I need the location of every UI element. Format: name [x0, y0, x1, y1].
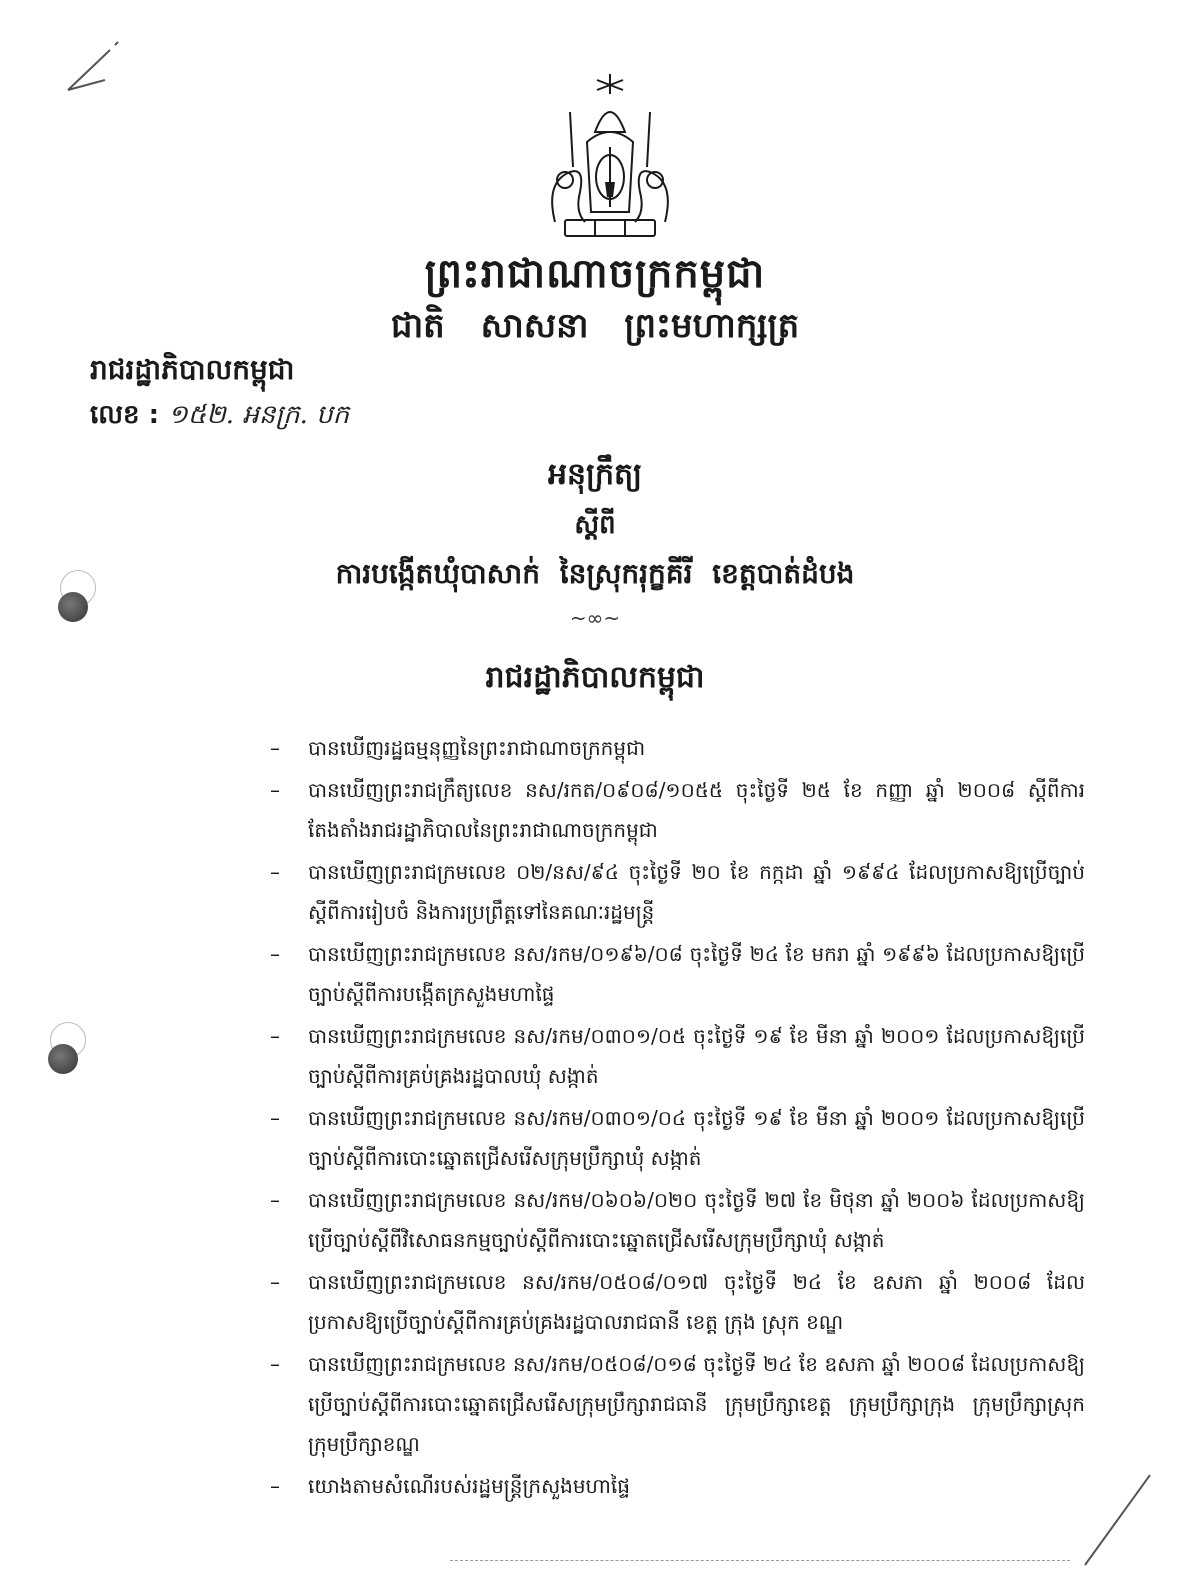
- list-item-text: បានឃើញរដ្ឋធម្មនុញ្ញនៃព្រះរាជាណាចក្រកម្ពុជា: [308, 736, 646, 760]
- list-item-text: បានឃើញព្រះរាជក្រមលេខ នស/រកម/០៥០៨/០១៧ ចុះថ្ងៃទី ២៤ ខែ ឧសភា ឆ្នាំ ២០០៨ ដែលប្រកាសឱ្យប្រើច្បាប់ស្តីពីការគ្រប់គ្រងរដ្ឋបាលរាជធានី ខេត្ត ក្រុង ស្រុក ខណ្ឌ: [308, 1270, 1085, 1334]
- issuing-ministry: រាជរដ្ឋាភិបាលកម្ពុជា: [90, 353, 295, 386]
- list-item-text: បានឃើញព្រះរាជក្រមលេខ នស/រកម/០១៩៦/០៨ ចុះថ្ងៃទី ២៤ ខែ មករា ឆ្នាំ ១៩៩៦ ដែលប្រកាសឱ្យប្រើច្បាប់ស្តីពីការបង្កើតក្រសួងមហាផ្ទៃ: [308, 942, 1085, 1006]
- list-marker: –: [270, 778, 280, 802]
- document-number: [90, 398, 349, 436]
- considerations-list: [270, 728, 1085, 1508]
- list-item-text: បានឃើញព្រះរាជក្រមលេខ នស/រកម/០៣០១/០៤ ចុះថ្ងៃទី ១៩ ខែ មីនា ឆ្នាំ ២០០១ ដែលប្រកាសឱ្យប្រើច្បាប់ស្តីពីការបោះឆ្នោតជ្រើសរើសក្រុមប្រឹក្សាឃុំ សង្កាត់: [308, 1106, 1085, 1170]
- document-subject: ការបង្កើតឃុំបាសាក់ នៃស្រុករុក្ខគីរី ខេត្តបាត់ដំបង: [335, 557, 855, 590]
- list-item: [270, 1098, 1085, 1178]
- document-about: ស្តីពី: [574, 510, 616, 540]
- list-marker: –: [270, 1188, 280, 1212]
- document-type: អនុក្រឹត្យ: [547, 457, 643, 492]
- kingdom-title: ព្រះរាជាណាចក្រកម្ពុជា: [424, 251, 766, 297]
- list-marker: –: [270, 736, 280, 760]
- list-marker: –: [270, 1106, 280, 1130]
- corner-pen-mark: [60, 40, 130, 100]
- list-item: [270, 1466, 1085, 1506]
- list-marker: –: [270, 942, 280, 966]
- list-item-text: បានឃើញព្រះរាជក្រមលេខ ០២/នស/៩៤ ចុះថ្ងៃទី ២០ ខែ កក្កដា ឆ្នាំ ១៩៩៤ ដែលប្រកាសឱ្យប្រើច្បាប់ស្តីពីការរៀបចំ និងការប្រព្រឹត្តទៅនៃគណៈរដ្ឋមន្ត្រី: [308, 860, 1085, 924]
- list-item-text: បានឃើញព្រះរាជក្រមលេខ នស/រកម/០៣០១/០៥ ចុះថ្ងៃទី ១៩ ខែ មីនា ឆ្នាំ ២០០១ ដែលប្រកាសឱ្យប្រើច្បាប់ស្តីពីការគ្រប់គ្រងរដ្ឋបាលឃុំ សង្កាត់: [308, 1024, 1085, 1088]
- list-item-text: បានឃើញព្រះរាជក្រមលេខ នស/រកម/០៥០៨/០១៨ ចុះថ្ងៃទី ២៤ ខែ ឧសភា ឆ្នាំ ២០០៨ ដែលប្រកាសឱ្យប្រើច្បាប់ស្តីពីការបោះឆ្នោតជ្រើសរើសក្រុមប្រឹក្សារាជធានី ក្រុមប្រឹក្សាខេត្ត ក្រុមប្រឹក្សាក្រុង ក្រុមប្រឹក្សាស្រុក ក្រុមប្រឹក្សាខណ្ឌ: [308, 1352, 1085, 1456]
- bottom-pen-mark: [1080, 1470, 1160, 1570]
- list-marker: –: [270, 1024, 280, 1048]
- document-number-label: លេខ :: [90, 400, 159, 430]
- body-heading: រាជរដ្ឋាភិបាលកម្ពុជា: [485, 660, 705, 695]
- document-number-value: ១៥២. អនក្រ. បក: [168, 400, 350, 430]
- punch-hole-icon: [58, 592, 88, 622]
- list-item: [270, 1262, 1085, 1342]
- ornament-divider: ~∞~: [569, 606, 621, 630]
- list-item: [270, 934, 1085, 1014]
- list-item: [270, 728, 1085, 768]
- list-item-text: បានឃើញព្រះរាជក្រមលេខ នស/រកម/០៦០៦/០២០ ចុះថ្ងៃទី ២៧ ខែ មិថុនា ឆ្នាំ ២០០៦ ដែលប្រកាសឱ្យប្រើច្បាប់ស្តីពីវិសោធនកម្មច្បាប់ស្តីពីការបោះឆ្នោតជ្រើសរើសក្រុមប្រឹក្សាឃុំ សង្កាត់: [308, 1188, 1085, 1252]
- list-item-text: យោងតាមសំណើរបស់រដ្ឋមន្ត្រីក្រសួងមហាផ្ទៃ: [308, 1474, 630, 1498]
- national-motto: ជាតិ សាសនា ព្រះមហាក្សត្រ: [390, 306, 800, 346]
- bottom-scan-line: [450, 1560, 1070, 1561]
- list-item: [270, 770, 1085, 850]
- royal-coat-of-arms-icon: [525, 72, 695, 242]
- punch-hole-icon: [48, 1044, 78, 1074]
- list-item: [270, 1180, 1085, 1260]
- list-marker: –: [270, 1270, 280, 1294]
- list-item: [270, 1016, 1085, 1096]
- list-marker: –: [270, 860, 280, 884]
- list-item: [270, 852, 1085, 932]
- list-marker: –: [270, 1352, 280, 1376]
- list-marker: –: [270, 1474, 280, 1498]
- list-item: [270, 1344, 1085, 1464]
- list-item-text: បានឃើញព្រះរាជក្រឹត្យលេខ នស/រកត/០៩០៨/១០៥៥ ចុះថ្ងៃទី ២៥ ខែ កញ្ញា ឆ្នាំ ២០០៨ ស្តីពីការតែងតាំងរាជរដ្ឋាភិបាលនៃព្រះរាជាណាចក្រកម្ពុជា: [308, 778, 1085, 842]
